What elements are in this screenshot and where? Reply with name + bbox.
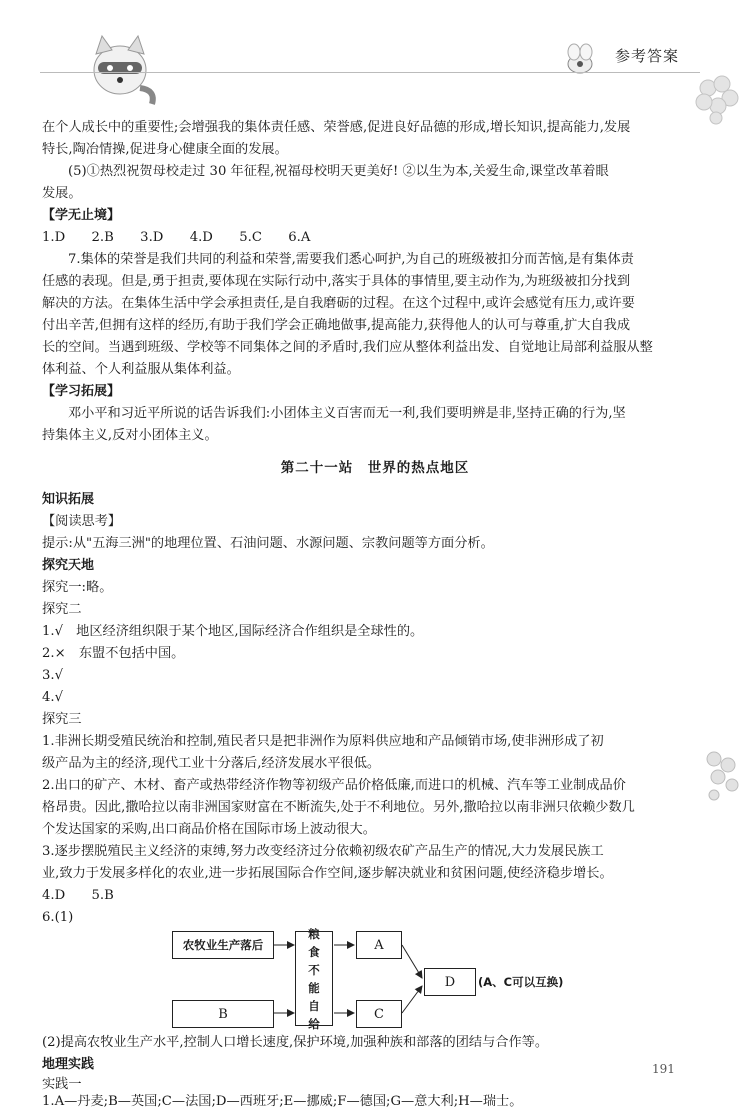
answer-line: 1.D 2.B 3.D 4.D 5.C 6.A — [42, 230, 311, 245]
text-line: 3.逐步摆脱殖民主义经济的束缚,努力改变经济过分依赖初级农矿产品生产的情况,大力发展民族工 — [42, 844, 604, 859]
text-line: 3.√ — [42, 668, 63, 683]
section-heading: 【学无止境】 — [42, 208, 121, 223]
arrow-a-to-d — [402, 945, 422, 978]
box-d: D — [424, 968, 476, 996]
arrow-c-to-d — [402, 986, 422, 1013]
header-title: 参考答案 — [615, 47, 680, 65]
text-line: 持集体主义,反对小团体主义。 — [42, 428, 218, 443]
box-top-left: 农牧业生产落后 — [172, 931, 274, 959]
flow-diagram — [170, 926, 690, 1031]
box-middle: 粮食不能自给 — [295, 931, 333, 1026]
text-line: 特长,陶冶情操,促进身心健康全面的发展。 — [42, 142, 288, 157]
text-line: 1.A—丹麦;B—英国;C—法国;D—西班牙;E—挪威;F—德国;G—意大利;H—瑞士。 — [42, 1094, 523, 1109]
flower-decoration-icon — [690, 70, 745, 130]
section-heading: 地理实践 — [42, 1057, 95, 1072]
text-line: 体利益、个人利益服从集体利益。 — [42, 362, 240, 377]
leaf-decoration-icon — [700, 745, 745, 805]
text-line: 任感的表现。但是,勇于担责,要体现在实际行动中,落实于具体的事情里,要主动作为,为班级被扣分找到 — [42, 274, 631, 289]
chapter-title: 第二十一站 世界的热点地区 — [280, 460, 470, 476]
text-line: 在个人成长中的重要性;会增强我的集体责任感、荣誉感,促进良好品德的形成,增长知识,提高能力,发展 — [42, 120, 631, 135]
answer-line: 4.D 5.B — [42, 888, 114, 903]
text-line: 探究二 — [42, 602, 82, 617]
text-line: 付出辛苦,但拥有这样的经历,有助于我们学会正确地做事,提高能力,获得他人的认可与尊重,扩大自我成 — [42, 318, 631, 333]
text-line: 1.√ 地区经济组织限于某个地区,国际经济合作组织是全球性的。 — [42, 624, 424, 639]
text-line: 探究一:略。 — [42, 580, 113, 595]
text-line: 发展。 — [42, 186, 82, 201]
diagram-note: (A、C可以互换) — [478, 975, 564, 989]
box-c: C — [356, 1000, 402, 1028]
text-line: 格昂贵。因此,撒哈拉以南非洲国家财富在不断流失,处于不利地位。另外,撒哈拉以南非洲只依赖少数几 — [42, 800, 635, 815]
text-line: 1.非洲长期受殖民统治和控制,殖民者只是把非洲作为原料供应地和产品倾销市场,使非洲形成了初 — [42, 734, 604, 749]
box-a: A — [356, 931, 402, 959]
text-line: 探究三 — [42, 712, 82, 727]
section-heading: 【学习拓展】 — [42, 384, 121, 399]
text-line: 6.(1) — [42, 910, 74, 925]
text-line: 2.× 东盟不包括中国。 — [42, 646, 185, 661]
section-heading: 知识拓展 — [42, 492, 95, 507]
text-line: 2.出口的矿产、木材、畜产或热带经济作物等初级产品价格低廉,而进口的机械、汽车等工业制成品价 — [42, 778, 626, 793]
text-line: 个发达国家的采购,出口商品价格在国际市场上波动很大。 — [42, 822, 376, 837]
text-line: 【阅读思考】 — [42, 514, 122, 529]
text-line: 7.集体的荣誉是我们共同的利益和荣誉,需要我们悉心呵护,为自己的班级被扣分而苦恼,是有集体责 — [68, 252, 634, 267]
text-line: 长的空间。当遇到班级、学校等不同集体之间的矛盾时,我们应从整体利益出发、自觉地让局部利益服从整 — [42, 340, 653, 355]
text-line: 解决的方法。在集体生活中学会承担责任,是自我磨砺的过程。在这个过程中,或许会感觉有压力,或许要 — [42, 296, 635, 311]
text-line: 业,致力于发展多样化的农业,进一步拓展国际合作空间,逐步解决就业和贫困问题,使经济稳步增长。 — [42, 866, 613, 881]
text-line: (5)①热烈祝贺母校走过 30 年征程,祝福母校明天更美好! ②以生为本,关爱生命,课堂改革着眼 — [68, 164, 609, 179]
box-bottom-left: B — [172, 1000, 274, 1028]
text-line: 提示:从"五海三洲"的地理位置、石油问题、水源问题、宗教问题等方面分析。 — [42, 536, 494, 551]
text-line: 邓小平和习近平所说的话告诉我们:小团体主义百害而无一利,我们要明辨是非,坚持正确的行为,坚 — [68, 406, 626, 421]
page-number: 191 — [652, 1062, 675, 1076]
text-line: 4.√ — [42, 690, 63, 705]
text-line: 级产品为主的经济,现代工业十分落后,经济发展水平很低。 — [42, 756, 381, 771]
text-line: (2)提高农牧业生产水平,控制人口增长速度,保护环境,加强种族和部落的团结与合作等。 — [42, 1035, 549, 1050]
text-line: 实践一 — [42, 1077, 82, 1092]
section-heading: 探究天地 — [42, 558, 95, 573]
raccoon-mascot-icon — [80, 28, 160, 106]
header-rule — [40, 72, 700, 73]
